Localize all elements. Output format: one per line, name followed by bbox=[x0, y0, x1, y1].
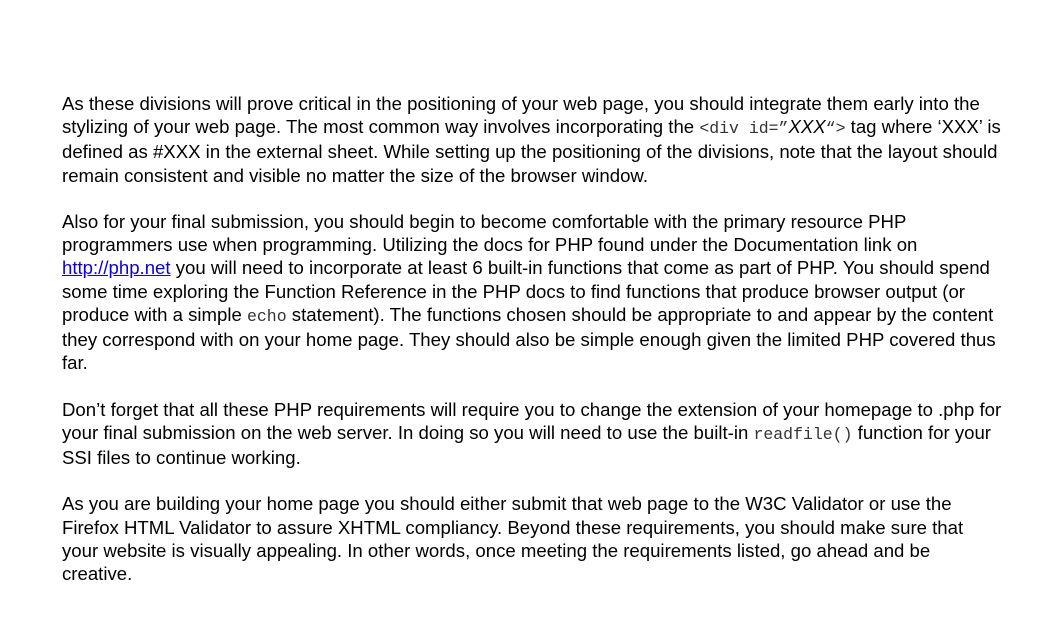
paragraph-php-docs bbox=[62, 210, 1002, 374]
paragraph-text: you will need to incorporate at least 6 built-in functions that come as part of PHP. You should spend some time exploring the Function Reference in the PHP docs to find functions that produce browser output (or produce with a simple bbox=[62, 257, 990, 325]
inline-code-echo: echo bbox=[247, 306, 287, 326]
paragraph-text: tag where ‘XXX’ is defined as #XXX in the external sheet. While setting up the positioning of the divisions, note that the layout should remain consistent and visible no matter the size of the browser window. bbox=[62, 116, 1001, 186]
paragraph-text: As you are building your home page you should either submit that web page to the W3C Validator or use the Firefox HTML Validator to assure XHTML compliancy. Beyond these requirements, you should make sure that your website is visually appealing. In other words, once meeting the requirements listed, go ahead and be creative. bbox=[62, 493, 964, 585]
paragraph-php-extension bbox=[62, 398, 1002, 470]
document-body bbox=[62, 92, 1002, 585]
paragraph-text: statement). The functions chosen should be appropriate to and appear by the content they correspond with on your home page. They should also be simple enough given the limited PHP covered thus far. bbox=[62, 303, 996, 374]
paragraph-text: Don’t forget that all these PHP requirements will require you to change the extension of your homepage to .php for your final submission on the web server. In doing so you will need to use the built-in bbox=[62, 398, 1002, 443]
paragraph-validator bbox=[62, 492, 1002, 585]
paragraph-text: Also for your final submission, you should begin to become comfortable with the primary resource PHP programmers use when programming. Utilizing the docs for PHP found under the Documentation link on bbox=[62, 211, 918, 256]
php-net-link[interactable]: http://php.net bbox=[62, 257, 171, 279]
paragraph-text: As these divisions will prove critical in the positioning of your web page, you should integrate them early into the stylizing of your web page. The most common way involves incorporating the bbox=[62, 93, 980, 138]
paragraph-text: function for your SSI files to continue working. bbox=[62, 421, 991, 469]
inline-code-div-tag bbox=[699, 116, 846, 139]
code-text: “> bbox=[825, 119, 846, 139]
inline-code-readfile: readfile() bbox=[753, 424, 853, 444]
code-text: <div id=” bbox=[699, 119, 789, 139]
code-italic-text: XXX bbox=[788, 116, 826, 138]
paragraph-divisions bbox=[62, 92, 1002, 187]
